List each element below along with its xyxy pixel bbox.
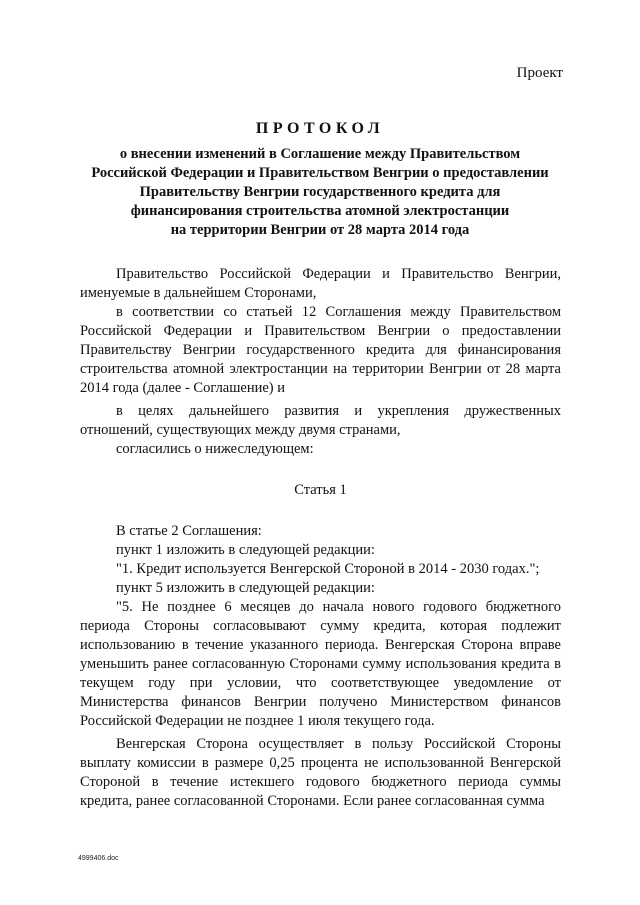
subtitle-line: Российской Федерации и Правительством Венгрии о предоставлении <box>91 165 549 181</box>
preamble-paragraph: Правительство Российской Федерации и Правительство Венгрии, именуемые в дальнейшем Сторонами, <box>80 266 561 301</box>
preamble-paragraph: в соответствии со статьей 12 Соглашения между Правительством Российской Федерации и Правительством Венгрии о предоставлении Правительству Венгрии государственного кредита для финансирования строительства атомной электростанции на территории Венгрии от 28 марта 2014 года (далее - Соглашение) и <box>80 304 561 396</box>
article-line: "1. Кредит используется Венгерской Стороной в 2014 - 2030 годах."; <box>116 561 540 577</box>
article-paragraph: Венгерская Сторона осуществляет в пользу Российской Стороны выплату комиссии в размере 0,25 процента не использованной Венгерской Стороной в течение истекшего годового бюджетного периода суммы кредита, ранее согласованной Сторонами. Если ранее согласованная сумма <box>80 736 561 809</box>
subtitle-line: финансирования строительства атомной электростанции <box>130 203 510 219</box>
subtitle-line: о внесении изменений в Соглашение между Правительством <box>119 146 521 162</box>
subtitle-line: на территории Венгрии от 28 марта 2014 года <box>170 222 470 238</box>
document-subtitle <box>60 145 580 240</box>
article-heading: Статья 1 <box>294 482 347 498</box>
subtitle-line: Правительству Венгрии государственного кредита для <box>139 184 501 200</box>
article-line: пункт 5 изложить в следующей редакции: <box>116 580 375 596</box>
document-body <box>80 265 561 811</box>
article-line: пункт 1 изложить в следующей редакции: <box>116 542 375 558</box>
preamble-paragraph: согласились о нижеследующем: <box>116 441 314 457</box>
preamble-paragraph: в целях дальнейшего развития и укрепления дружественных отношений, существующих между двумя странами, <box>80 403 561 438</box>
document-title: ПРОТОКОЛ <box>255 120 385 137</box>
document-filename: 4999406.doc <box>78 855 119 862</box>
article-line: В статье 2 Соглашения: <box>116 523 262 539</box>
article-paragraph: "5. Не позднее 6 месяцев до начала нового годового бюджетного периода Стороны согласовывают сумму кредита, которая подлежит использованию в течение указанного периода. Венгерская Сторона вправе уменьшить ранее согласованную Сторонами сумму использования кредита в текущем году при условии, что соответствующее уведомление от Министерства финансов Венгрии получено Министерством финансов Российской Федерации не позднее 1 июля текущего года. <box>80 599 561 729</box>
draft-label: Проект <box>516 65 563 81</box>
